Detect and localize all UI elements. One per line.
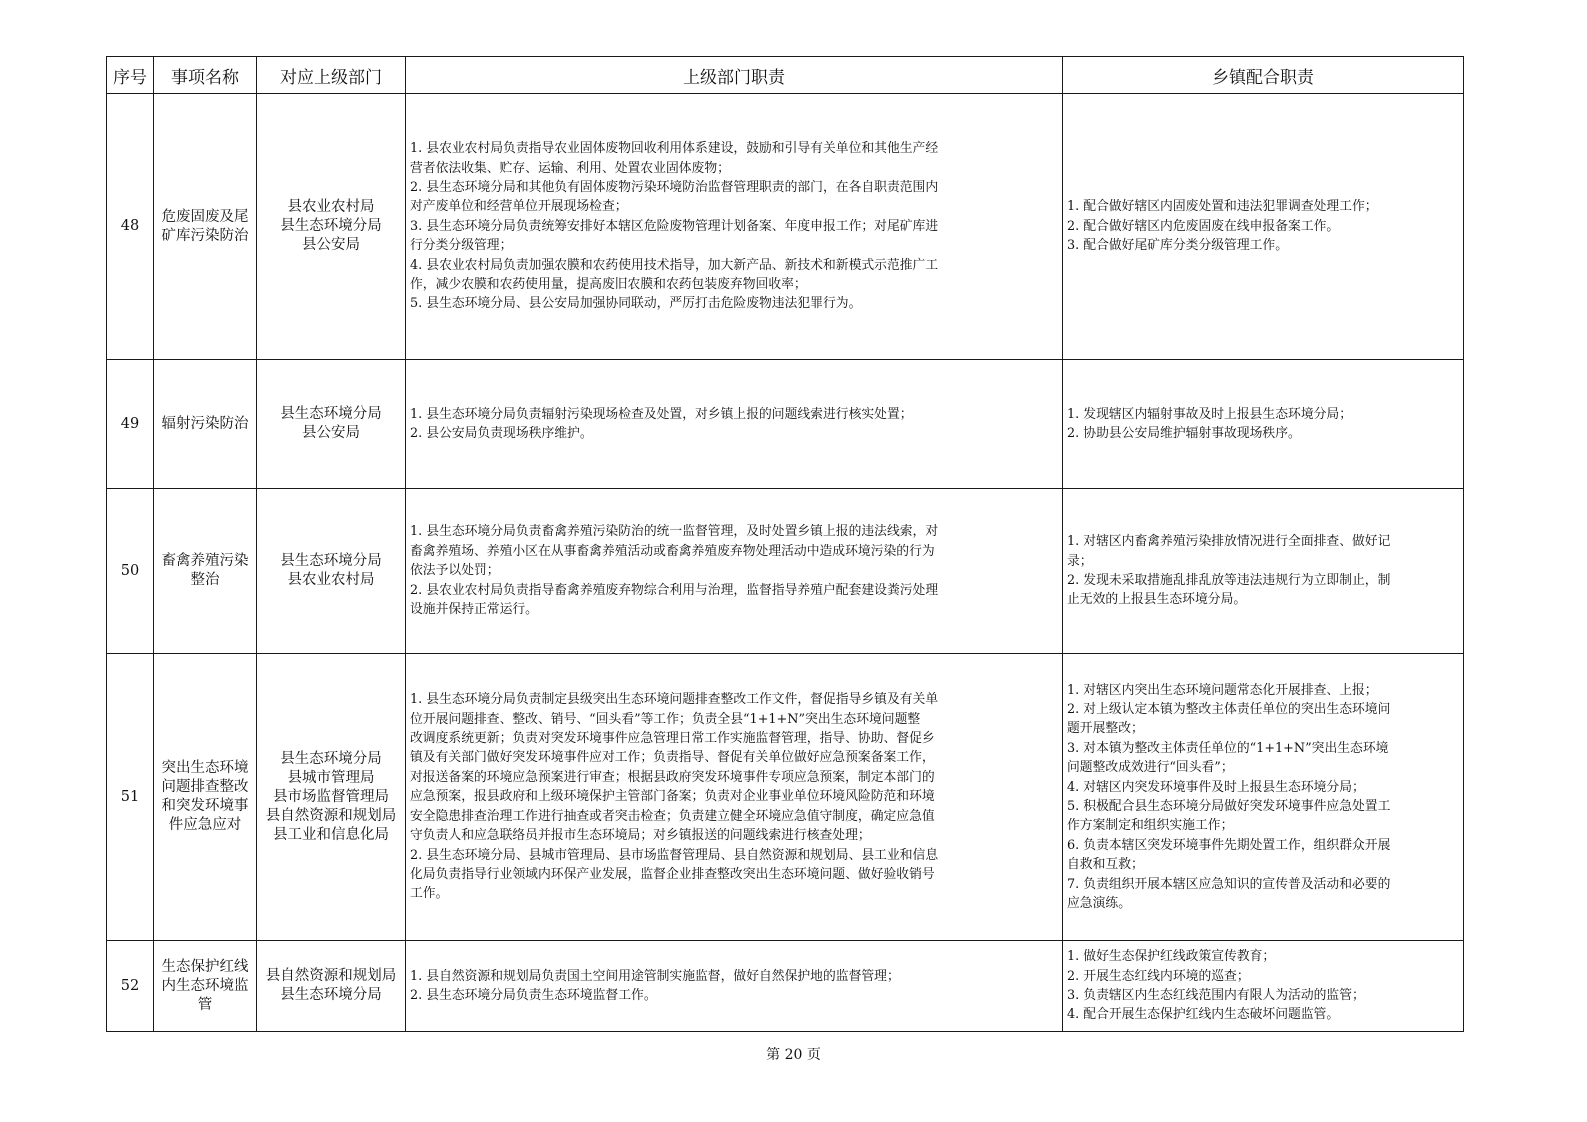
town-duties-line: 2. 配合做好辖区内危废固废在线申报备案工作。 bbox=[1067, 218, 1340, 234]
town-duties-line: 止无效的上报县生态环境分局。 bbox=[1067, 592, 1247, 608]
upper-duties-line: 2. 县生态环境分局、县城市管理局、县市场监督管理局、县自然资源和规划局、县工业和信息 bbox=[410, 847, 939, 863]
upper-duties-line: 1. 县生态环境分局负责畜禽养殖污染防治的统一监督管理，及时处置乡镇上报的违法线索，对 bbox=[410, 524, 939, 540]
item-name-line: 内生态环境监 bbox=[161, 977, 249, 994]
item-name-line: 危废固废及尾 bbox=[161, 208, 249, 225]
town-duties-line: 4. 对辖区内突发环境事件及时上报县生态环境分局； bbox=[1067, 779, 1365, 795]
upper-dept-cell bbox=[257, 941, 406, 1032]
upper-duties-line: 应急预案，报县政府和上级环境保护主管部门备案；负责对企业事业单位环境风险防范和环境 bbox=[410, 789, 935, 805]
town-duties-cell bbox=[1063, 94, 1464, 360]
table-row bbox=[107, 94, 1464, 360]
town-duties-line: 2. 发现未采取措施乱排乱放等违法违规行为立即制止，制 bbox=[1067, 573, 1391, 588]
upper-duties-cell bbox=[406, 489, 1063, 654]
town-duties-line: 自救和互救； bbox=[1067, 857, 1144, 873]
table-header-row bbox=[107, 57, 1464, 94]
upper-duties-line: 工作。 bbox=[410, 886, 449, 902]
upper-duties-line: 1. 县农业农村局负责指导农业固体废物回收利用体系建设，鼓励和引导有关单位和其他生产经 bbox=[410, 141, 939, 157]
item-name-line: 畜禽养殖污染 bbox=[161, 553, 249, 569]
upper-dept-line: 县生态环境分局 bbox=[280, 553, 382, 569]
item-number-cell: 50 bbox=[107, 489, 154, 654]
item-number-cell: 52 bbox=[107, 941, 154, 1032]
upper-duties-cell bbox=[406, 94, 1063, 360]
table-row bbox=[107, 941, 1464, 1032]
town-duties-line: 1. 做好生态保护红线政策宣传教育； bbox=[1067, 949, 1276, 965]
upper-dept-line: 县工业和信息化局 bbox=[273, 826, 389, 843]
table-body bbox=[107, 94, 1464, 1032]
town-duties-line: 7. 负责组织开展本辖区应急知识的宣传普及活动和必要的 bbox=[1067, 876, 1391, 892]
upper-duties-line: 守负责人和应急联络员并报市生态环境局；对乡镇报送的问题线索进行核查处理； bbox=[410, 828, 871, 844]
town-duties-line: 6. 负责本辖区突发环境事件先期处置工作，组织群众开展 bbox=[1067, 837, 1391, 853]
upper-dept-line: 县城市管理局 bbox=[287, 769, 375, 786]
town-duties-line: 2. 协助县公安局维护辐射事故现场秩序。 bbox=[1067, 426, 1301, 441]
town-duties-line: 题开展整改； bbox=[1067, 721, 1144, 737]
item-name-line: 整治 bbox=[190, 572, 220, 588]
upper-duties-line: 畜禽养殖场、养殖小区在从事畜禽养殖活动或畜禽养殖废弃物处理活动中造成环境污染的行为 bbox=[410, 543, 935, 559]
town-duties-line: 3. 负责辖区内生态红线范围内有限人为活动的监管； bbox=[1067, 988, 1365, 1003]
upper-duties-line: 作，减少农膜和农药使用量，提高废旧农膜和农药包装废弃物回收率； bbox=[410, 277, 807, 293]
item-name-line: 问题排查整改 bbox=[161, 779, 249, 795]
town-duties-line: 作方案制定和组织实施工作； bbox=[1067, 818, 1234, 834]
duty-table bbox=[106, 56, 1464, 1032]
item-number-cell: 49 bbox=[107, 360, 154, 489]
upper-dept-cell bbox=[257, 654, 406, 941]
item-name-line: 生态保护红线 bbox=[161, 958, 249, 975]
upper-dept-line: 县生态环境分局 bbox=[280, 406, 382, 422]
town-duties-line: 5. 积极配合县生态环境分局做好突发环境事件应急处置工 bbox=[1067, 799, 1391, 814]
town-duties-line: 问题整改成效进行“回头看”； bbox=[1067, 760, 1234, 776]
upper-duties-line: 对报送备案的环境应急预案进行审查；根据县政府突发环境事件专项应急预案，制定本部门的 bbox=[410, 769, 935, 785]
town-duties-line: 1. 对辖区内畜禽养殖污染排放情况进行全面排查、做好记 bbox=[1067, 534, 1391, 550]
upper-duties-line: 行分类分级管理； bbox=[410, 238, 513, 254]
upper-duties-line: 营者依法收集、贮存、运输、利用、处置农业固体废物； bbox=[410, 160, 730, 176]
town-duties-line: 录； bbox=[1067, 553, 1093, 569]
upper-dept-line: 县市场监督管理局 bbox=[273, 788, 389, 805]
upper-duties-line: 1. 县生态环境分局负责制定县级突出生态环境问题排查整改工作文件，督促指导乡镇及有关单 bbox=[410, 692, 939, 708]
upper-duties-line: 镇及有关部门做好突发环境事件应对工作；负责指导、督促有关单位做好应急预案备案工作， bbox=[410, 750, 935, 766]
upper-duties-line: 2. 县农业农村局负责指导畜禽养殖废弃物综合利用与治理，监督指导养殖户配套建设粪污处理 bbox=[410, 582, 939, 598]
item-name-line: 件应急应对 bbox=[168, 817, 242, 833]
upper-dept-line: 县农业农村局 bbox=[287, 199, 375, 215]
duty-table-container bbox=[106, 56, 1463, 1032]
table-row bbox=[107, 360, 1464, 489]
upper-dept-cell bbox=[257, 360, 406, 489]
town-duties-line: 应急演练。 bbox=[1067, 896, 1131, 912]
upper-duties-line: 5. 县生态环境分局、县公安局加强协同联动，严厉打击危险废物违法犯罪行为。 bbox=[410, 296, 862, 312]
town-duties-line: 2. 开展生态红线内环境的巡查； bbox=[1067, 968, 1250, 984]
item-number-cell: 48 bbox=[107, 94, 154, 360]
upper-dept-line: 县公安局 bbox=[302, 425, 360, 441]
town-duties-line: 1. 对辖区内突出生态环境问题常态化开展排查、上报； bbox=[1067, 682, 1378, 698]
item-name-line: 管 bbox=[197, 996, 213, 1013]
upper-duties-line: 4. 县农业农村局负责加强农膜和农药使用技术指导，加大新产品、新技术和新模式示范推广工 bbox=[410, 257, 939, 273]
upper-duties-line: 2. 县生态环境分局和其他负有固体废物污染环境防治监督管理职责的部门，在各自职责范围内 bbox=[410, 179, 939, 195]
upper-dept-line: 县自然资源和规划局 bbox=[265, 968, 397, 984]
upper-dept-line: 县自然资源和规划局 bbox=[265, 807, 397, 824]
item-name-cell bbox=[154, 941, 257, 1032]
upper-duties-line: 安全隐患排查治理工作进行抽查或者突击检查；负责建立健全环境应急值守制度，确定应急值 bbox=[410, 808, 935, 824]
item-name-line: 突出生态环境 bbox=[161, 760, 249, 776]
upper-dept-line: 县农业农村局 bbox=[287, 572, 375, 588]
upper-duties-line: 设施并保持正常运行。 bbox=[410, 602, 538, 618]
upper-dept-line: 县公安局 bbox=[302, 237, 360, 253]
upper-duties-line: 改调度系统更新；负责对突发环境事件应急管理日常工作实施监督管理，指导、协助、督促乡 bbox=[410, 731, 935, 747]
upper-dept-line: 县生态环境分局 bbox=[280, 750, 382, 767]
upper-duties-line: 1. 县生态环境分局负责辐射污染现场检查及处置，对乡镇上报的问题线索进行核实处置； bbox=[410, 406, 913, 422]
upper-duties-cell bbox=[406, 360, 1063, 489]
header-upper-dept: 对应上级部门 bbox=[257, 57, 406, 94]
upper-duties-cell bbox=[406, 941, 1063, 1032]
item-name-line: 辐射污染防治 bbox=[161, 415, 249, 432]
town-duties-cell bbox=[1063, 360, 1464, 489]
town-duties-cell bbox=[1063, 654, 1464, 941]
header-upper-duties: 上级部门职责 bbox=[406, 57, 1063, 94]
town-duties-line: 1. 配合做好辖区内固废处置和违法犯罪调查处理工作； bbox=[1067, 199, 1378, 215]
upper-duties-line: 3. 县生态环境分局负责统筹安排好本辖区危险废物管理计划备案、年度申报工作；对尾矿库进 bbox=[410, 218, 939, 234]
table-row bbox=[107, 654, 1464, 941]
town-duties-line: 2. 对上级认定本镇为整改主体责任单位的突出生态环境问 bbox=[1067, 701, 1391, 717]
header-town-duties: 乡镇配合职责 bbox=[1063, 57, 1464, 94]
item-name-cell bbox=[154, 489, 257, 654]
upper-duties-cell bbox=[406, 654, 1063, 941]
upper-dept-cell bbox=[257, 489, 406, 654]
item-number-cell: 51 bbox=[107, 654, 154, 941]
town-duties-cell bbox=[1063, 941, 1464, 1032]
item-name-line: 矿库污染防治 bbox=[161, 227, 249, 244]
header-no: 序号 bbox=[107, 57, 154, 94]
upper-duties-line: 化局负责指导行业领域内环保产业发展，监督企业排查整改突出生态环境问题、做好验收销号 bbox=[410, 866, 935, 882]
town-duties-line: 3. 对本镇为整改主体责任单位的“1+1+N”突出生态环境 bbox=[1067, 740, 1389, 756]
town-duties-line: 4. 配合开展生态保护红线内生态破坏问题监管。 bbox=[1067, 1007, 1340, 1023]
page-number: 第 20 页 bbox=[766, 1047, 821, 1063]
upper-duties-line: 2. 县生态环境分局负责生态环境监督工作。 bbox=[410, 988, 657, 1003]
header-item-name: 事项名称 bbox=[154, 57, 257, 94]
town-duties-line: 3. 配合做好尾矿库分类分级管理工作。 bbox=[1067, 238, 1289, 254]
table-row bbox=[107, 489, 1464, 654]
upper-dept-line: 县生态环境分局 bbox=[280, 218, 382, 234]
town-duties-line: 1. 发现辖区内辐射事故及时上报县生态环境分局； bbox=[1067, 406, 1353, 422]
upper-duties-line: 位开展问题排查、整改、销号、“回头看”等工作；负责全县“1+1+N”突出生态环境问题整 bbox=[410, 711, 921, 727]
upper-dept-line: 县生态环境分局 bbox=[280, 987, 382, 1003]
upper-duties-line: 依法予以处罚； bbox=[410, 563, 500, 579]
item-name-line: 和突发环境事 bbox=[161, 798, 249, 814]
item-name-cell bbox=[154, 360, 257, 489]
upper-duties-line: 对产废单位和经营单位开展现场检查； bbox=[410, 199, 628, 215]
upper-duties-line: 1. 县自然资源和规划局负责国土空间用途管制实施监督，做好自然保护地的监督管理； bbox=[410, 968, 900, 984]
town-duties-cell bbox=[1063, 489, 1464, 654]
upper-duties-line: 2. 县公安局负责现场秩序维护。 bbox=[410, 426, 593, 441]
upper-dept-cell bbox=[257, 94, 406, 360]
item-name-cell bbox=[154, 94, 257, 360]
item-name-cell bbox=[154, 654, 257, 941]
